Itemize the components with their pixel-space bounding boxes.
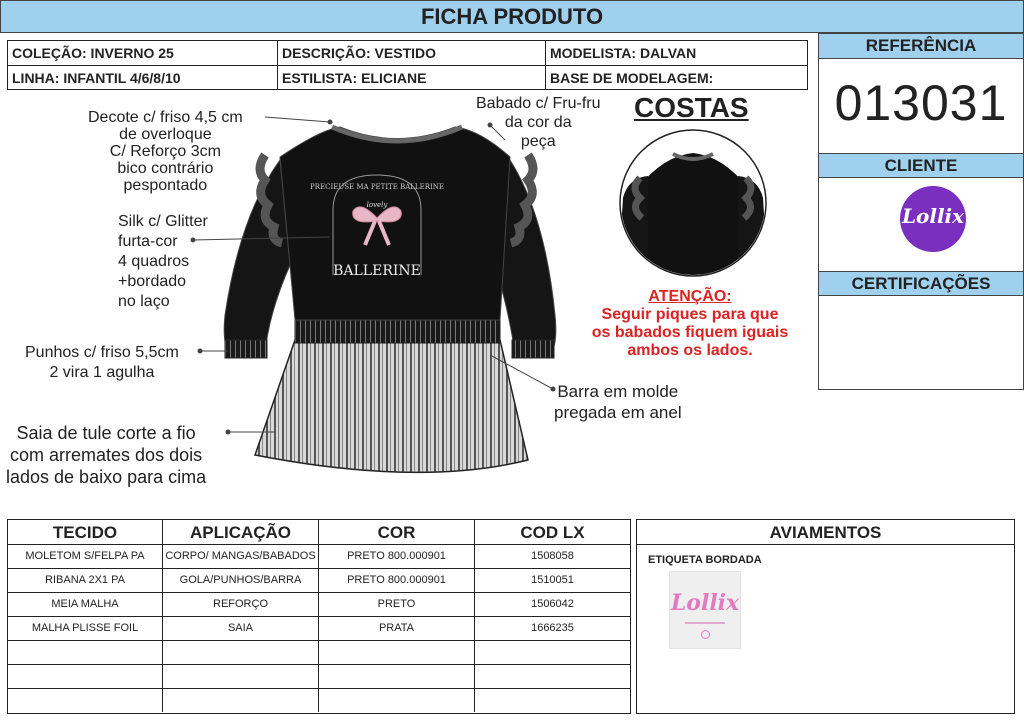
- fabric-cell-cod-lx: [475, 665, 630, 689]
- fabric-cell-cor: [319, 641, 475, 665]
- note-punhos: [25, 343, 179, 383]
- fabric-cell-tecido: [8, 665, 163, 689]
- note-silk: [118, 212, 208, 312]
- fabric-cell-cor: [319, 665, 475, 689]
- fabric-cell-aplicacao: SAIA: [163, 617, 319, 641]
- note-saia-line: lados de baixo para cima: [6, 467, 207, 487]
- client-logo: [900, 186, 966, 252]
- fabric-cell-aplicacao: [163, 641, 319, 665]
- fabric-cell-cod-lx: 1508058: [475, 545, 630, 569]
- note-decote-line: Decote c/ friso 4,5 cm: [88, 109, 243, 126]
- etiqueta-bordada-image: [669, 571, 741, 649]
- costas-label: COSTAS: [634, 92, 749, 123]
- print-arc-text: PRECIEUSE MA PETITE BALLERINE: [310, 183, 444, 191]
- fabric-cell-cod-lx: [475, 641, 630, 665]
- fabric-cell-cor: [319, 689, 475, 712]
- base-modelagem-field: BASE DE MODELAGEM:: [550, 70, 714, 86]
- fabric-header-tecido: TECIDO: [8, 520, 163, 545]
- note-decote-line: bico contrário: [117, 160, 214, 177]
- note-punhos-line: 2 vira 1 agulha: [49, 364, 155, 381]
- fabric-cell-aplicacao: REFORÇO: [163, 593, 319, 617]
- fabric-cell-cor: PRETO 800.000901: [319, 569, 475, 593]
- tag-divider: [685, 622, 725, 624]
- fabric-cell-aplicacao: GOLA/PUNHOS/BARRA: [163, 569, 319, 593]
- note-silk-line: furta-cor: [118, 233, 178, 250]
- aviamentos-title: AVIAMENTOS: [637, 520, 1014, 545]
- fabric-cell-tecido: MALHA PLISSE FOIL: [8, 617, 163, 641]
- fabric-header-cor: COR: [319, 520, 475, 545]
- fabric-cell-tecido: MOLETOM S/FELPA PA: [8, 545, 163, 569]
- modelista-field: MODELISTA: DALVAN: [546, 41, 808, 66]
- referencia-value: 013031: [834, 75, 1008, 131]
- cliente-label: CLIENTE: [819, 153, 1023, 178]
- colecao-field: COLEÇÃO: INVERNO 25: [8, 41, 278, 66]
- linha-field: LINHA: INFANTIL 4/6/8/10: [8, 66, 278, 90]
- fabric-cell-cor: PRETO 800.000901: [319, 545, 475, 569]
- fabric-cell-tecido: [8, 689, 163, 712]
- fabric-cell-aplicacao: [163, 689, 319, 712]
- note-decote-line: de overloque: [119, 126, 212, 143]
- note-silk-line: Silk c/ Glitter: [118, 213, 208, 230]
- fabric-cell-aplicacao: [163, 665, 319, 689]
- fabric-table: [7, 519, 631, 714]
- aviamentos-panel: [636, 519, 1015, 714]
- note-barra-line: pregada em anel: [554, 403, 682, 422]
- aviamento-item-label: ETIQUETA BORDADA: [648, 554, 762, 566]
- fabric-cell-cod-lx: 1506042: [475, 593, 630, 617]
- estilista-field: ESTILISTA: ELICIANE: [278, 66, 546, 90]
- attention-line: ambos os lados.: [627, 342, 753, 359]
- fabric-header-aplicacao: APLICAÇÃO: [163, 520, 319, 545]
- note-saia: [6, 422, 206, 488]
- fabric-cell-tecido: RIBANA 2X1 PA: [8, 569, 163, 593]
- note-decote-line: C/ Reforço 3cm: [109, 143, 221, 160]
- note-silk-line: no laço: [118, 293, 170, 310]
- attention-line: os babados fiquem iguais: [591, 324, 789, 341]
- tag-registered-icon: [701, 630, 710, 639]
- note-punhos-line: Punhos c/ friso 5,5cm: [25, 344, 179, 361]
- fabric-cell-cod-lx: 1666235: [475, 617, 630, 641]
- note-barra: [554, 381, 682, 423]
- fabric-cell-cor: PRETO: [319, 593, 475, 617]
- sidebar: [818, 33, 1024, 390]
- attention-note: [578, 288, 802, 360]
- fabric-cell-cod-lx: [475, 689, 630, 712]
- note-silk-line: 4 quadros: [118, 253, 190, 270]
- note-barra-line: Barra em molde: [557, 382, 679, 401]
- note-silk-line: +bordado: [118, 273, 187, 290]
- note-decote: [88, 109, 243, 194]
- note-babado: [476, 94, 601, 151]
- note-babado-line: da cor da: [504, 114, 572, 131]
- client-logo-text: Lollix: [901, 204, 965, 228]
- note-saia-line: com arremates dos dois: [10, 445, 203, 465]
- fabric-cell-tecido: MEIA MALHA: [8, 593, 163, 617]
- fabric-cell-cod-lx: 1510051: [475, 569, 630, 593]
- note-babado-line: peça: [520, 133, 556, 150]
- note-saia-line: Saia de tule corte a fio: [16, 423, 196, 443]
- print-script-text: lovely: [366, 201, 388, 209]
- note-babado-line: Babado c/ Fru-fru: [476, 95, 601, 112]
- note-decote-line: pespontado: [123, 177, 208, 194]
- tag-logo-text: Lollix: [670, 590, 740, 616]
- page-title: FICHA PRODUTO: [0, 0, 1024, 33]
- attention-line: Seguir piques para que: [601, 306, 779, 323]
- print-main-text: BALLERINE: [333, 263, 421, 279]
- fabric-cell-aplicacao: CORPO/ MANGAS/BABADOS: [163, 545, 319, 569]
- referencia-label: REFERÊNCIA: [819, 34, 1023, 59]
- fabric-cell-tecido: [8, 641, 163, 665]
- attention-title: ATENÇÃO:: [648, 288, 732, 305]
- fabric-cell-cor: PRATA: [319, 617, 475, 641]
- descricao-field: DESCRIÇÃO: VESTIDO: [278, 41, 546, 66]
- certificacoes-label: CERTIFICAÇÕES: [819, 271, 1023, 296]
- fabric-header-cod-lx: COD LX: [475, 520, 630, 545]
